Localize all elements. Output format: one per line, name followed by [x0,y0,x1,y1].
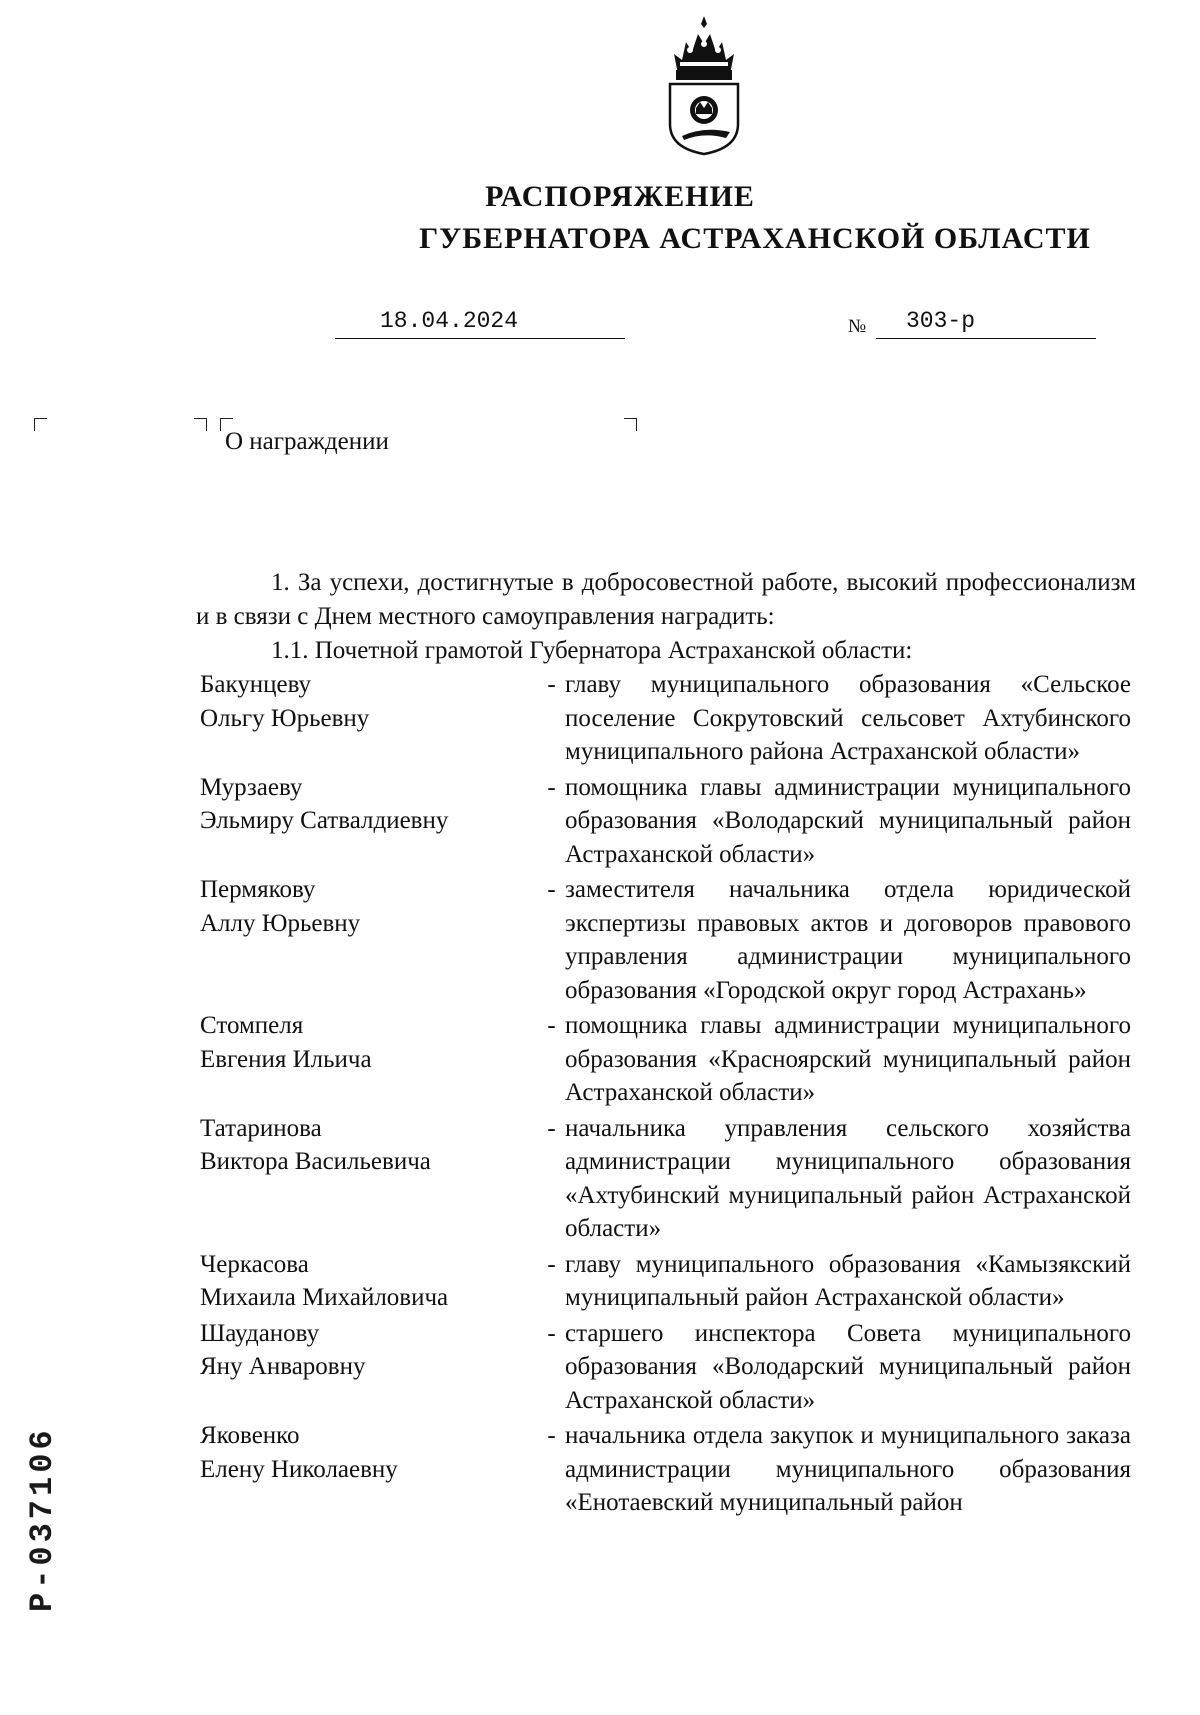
awardee-row [196,1419,1141,1520]
corner-mark-left [34,418,47,431]
dash: - [547,773,556,801]
dash: - [547,876,556,903]
awardee-name: Мурзаеву Эльмиру Сатвалдиевну [200,773,449,834]
awardee-position: главу муниципального образования «Камызякский муниципальный район Астраханской области» [565,1250,1131,1311]
awardee-row [196,1317,1141,1418]
corner-mark [194,418,207,431]
awardee-list [196,668,1141,1522]
number-label: № [848,316,867,337]
awardee-row [196,771,1141,872]
corner-mark-right [624,418,637,431]
dash: - [547,1319,556,1347]
awardee-position: помощника главы администрации муниципального образования «Красноярский муниципальный район Астраханской области» [565,1012,1131,1106]
dash: - [547,1250,556,1278]
awardee-position: начальника отдела закупок и муниципального заказа администрации муниципального образования «Енотаевский муниципальный район [565,1422,1131,1516]
date-underline [335,338,625,339]
awardee-row [196,668,1141,769]
awardee-position: старшего инспектора Совета муниципального образования «Володарский муниципальный район Астраханской области» [565,1319,1131,1414]
awardee-name: Бакунцеву Ольгу Юрьевну [200,671,370,732]
awardee-position: главу муниципального образования «Сельское поселение Сокрутовский сельсовет Ахтубинского муниципального района Астраханской области» [565,671,1131,765]
date-value: 18.04.2024 [380,308,519,334]
awardee-position: помощника главы администрации муниципального образования «Володарский муниципальный район Астраханской области» [565,773,1131,868]
dash: - [547,1012,556,1039]
coat-of-arms-emblem [660,14,748,156]
awardee-name: Шауданову Яну Анваровну [200,1319,366,1380]
dash: - [547,1422,556,1449]
paragraph-1-1: 1.1. Почетной грамотой Губернатора Астраханской области: [271,637,913,664]
awardee-name: Пермякову Аллу Юрьевну [200,876,361,937]
document-title: РАСПОРЯЖЕНИЕ [485,180,755,213]
paragraph-1: 1. За успехи, достигнутые в добросовестной работе, высокий профессионализм и в связи с Днем местного самоуправления наградить: [196,569,1136,630]
serial-number: Р-037106 [24,1426,61,1612]
dash: - [547,1114,556,1142]
number-underline [876,338,1096,339]
awardee-row [196,1009,1141,1110]
awardee-position: начальника управления сельского хозяйства администрации муниципального образования «Ахтубинский муниципальный район Астраханской области» [565,1114,1131,1242]
awardee-row [196,1112,1141,1246]
awardee-name: Яковенко Елену Николаевну [200,1422,398,1483]
issuer-title: ГУБЕРНАТОРА АСТРАХАНСКОЙ ОБЛАСТИ [419,222,1091,255]
number-value: 303-р [906,308,976,334]
awardee-position: заместителя начальника отдела юридической экспертизы правовых актов и договоров правового управления администрации муниципального образования «Городской округ город Астрахань» [565,876,1131,1004]
awardee-name: Стомпеля Евгения Ильича [200,1012,372,1073]
awardee-row [196,1248,1141,1315]
awardee-name: Татаринова Виктора Васильевича [200,1114,431,1175]
subject-line: О награждении [225,428,389,455]
dash: - [547,671,556,698]
awardee-name: Черкасова Михаила Михайловича [200,1250,449,1311]
awardee-row [196,873,1141,1007]
